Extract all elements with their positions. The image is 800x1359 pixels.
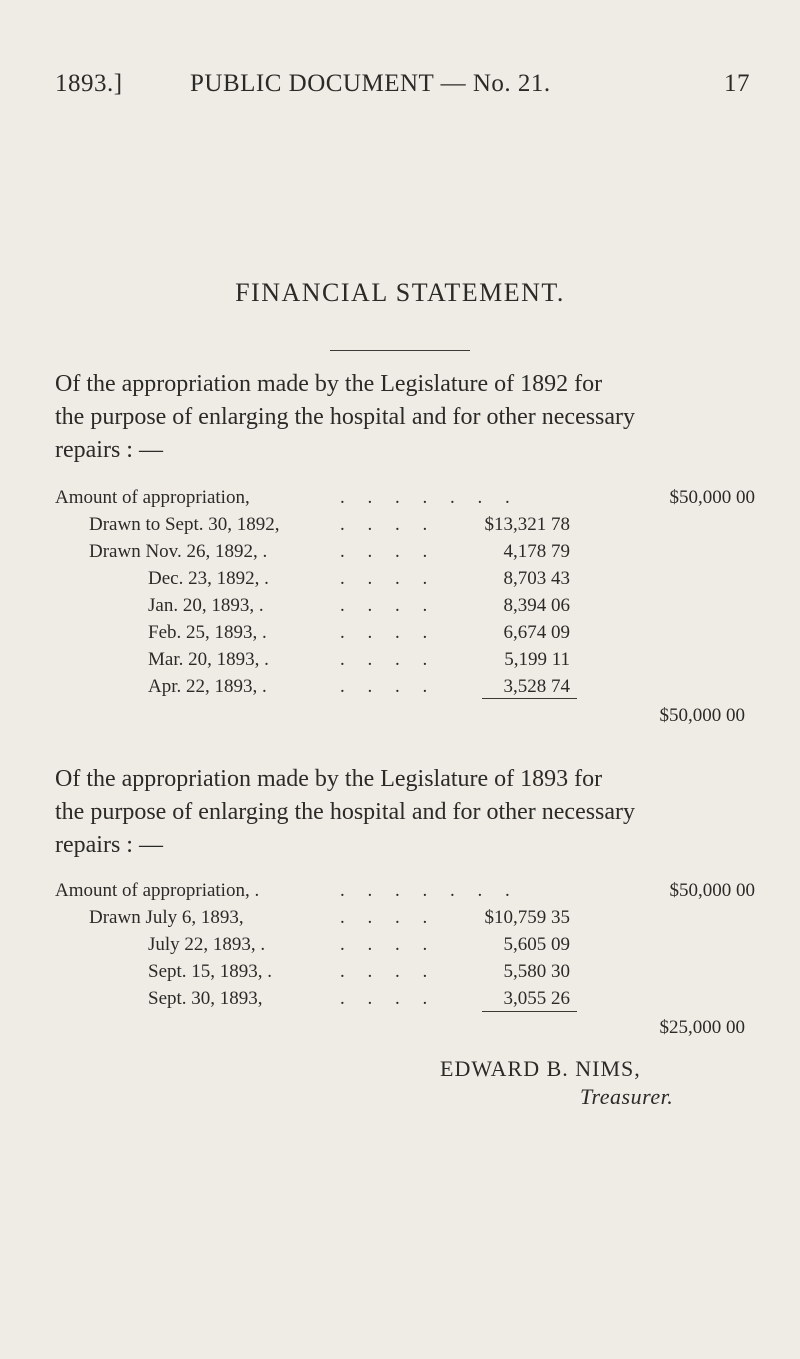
row-amount: 5,580 30 — [503, 961, 570, 982]
section-1-sum: $50,000 00 — [659, 705, 745, 726]
section-2-sum: $25,000 00 — [659, 1017, 745, 1038]
running-head — [55, 70, 750, 110]
row-amount: 3,055 26 — [503, 988, 570, 1009]
section-1-intro — [55, 368, 750, 467]
intro-line: Of the appropriation made by the Legislature of 1892 for — [55, 371, 603, 397]
leader-dots: . . . . — [340, 622, 437, 643]
row-label: Amount of appropriation, . — [55, 880, 260, 901]
leader-dots: . . . . — [340, 514, 437, 535]
section-2-intro — [55, 763, 750, 862]
ledger-row — [55, 541, 755, 568]
ledger-row — [55, 676, 755, 703]
ledger-row — [55, 988, 755, 1015]
ledger-row — [55, 907, 755, 934]
leader-dots: . . . . — [340, 541, 437, 562]
header-page-number: 17 — [724, 70, 750, 97]
row-amount: 6,674 09 — [503, 622, 570, 643]
row-amount: 3,528 74 — [503, 676, 570, 697]
row-total: $50,000 00 — [669, 487, 755, 508]
row-label: Dec. 23, 1892, . — [148, 568, 269, 589]
row-amount: $13,321 78 — [484, 514, 570, 535]
leader-dots: . . . . — [340, 907, 437, 928]
row-label: July 22, 1893, . — [148, 934, 266, 955]
header-year: 1893.] — [55, 70, 123, 97]
page-title: FINANCIAL STATEMENT. — [235, 278, 565, 307]
leader-dots: . . . . — [340, 649, 437, 670]
section-1-sum-rule — [482, 698, 577, 699]
row-amount: 8,703 43 — [503, 568, 570, 589]
ledger-row — [55, 514, 755, 541]
intro-line: repairs : — — [55, 437, 163, 463]
leader-dots: . . . . — [340, 595, 437, 616]
ledger-row — [55, 649, 755, 676]
leader-dots: . . . . — [340, 961, 437, 982]
ledger-row-appropriation — [55, 880, 755, 907]
row-label: Drawn to Sept. 30, 1892, — [89, 514, 280, 535]
ledger-row-appropriation — [55, 487, 755, 514]
leader-dots: . . . . — [340, 676, 437, 697]
ledger-row — [55, 934, 755, 961]
ledger-row — [55, 595, 755, 622]
row-label: Sept. 15, 1893, . — [148, 961, 273, 982]
row-label: Sept. 30, 1893, — [148, 988, 263, 1009]
row-amount: 4,178 79 — [503, 541, 570, 562]
signatory-name: EDWARD B. NIMS, — [440, 1056, 641, 1081]
row-label: Drawn July 6, 1893, — [89, 907, 244, 928]
section-1-ledger — [55, 487, 755, 703]
intro-line: Of the appropriation made by the Legislature of 1893 for — [55, 766, 603, 792]
row-amount: 5,605 09 — [503, 934, 570, 955]
leader-dots: . . . . . . . — [340, 880, 519, 901]
title-divider — [330, 350, 470, 351]
ledger-row — [55, 961, 755, 988]
intro-line: the purpose of enlarging the hospital and for other necessary — [55, 799, 636, 825]
row-amount: $10,759 35 — [484, 907, 570, 928]
header-document: PUBLIC DOCUMENT — No. 21. — [190, 70, 551, 97]
row-amount: 5,199 11 — [504, 649, 570, 670]
intro-line: the purpose of enlarging the hospital and for other necessary — [55, 404, 636, 430]
ledger-row — [55, 622, 755, 649]
intro-line: repairs : — — [55, 832, 163, 858]
ledger-row — [55, 568, 755, 595]
row-label: Jan. 20, 1893, . — [148, 595, 264, 616]
leader-dots: . . . . — [340, 934, 437, 955]
row-total: $50,000 00 — [669, 880, 755, 901]
row-label: Apr. 22, 1893, . — [148, 676, 267, 697]
row-label: Drawn Nov. 26, 1892, . — [89, 541, 268, 562]
row-label: Feb. 25, 1893, . — [148, 622, 267, 643]
row-amount: 8,394 06 — [503, 595, 570, 616]
row-label: Mar. 20, 1893, . — [148, 649, 269, 670]
leader-dots: . . . . . . . — [340, 487, 519, 508]
signatory-title: Treasurer. — [580, 1084, 674, 1109]
section-2-sum-rule — [482, 1011, 577, 1012]
section-2-ledger — [55, 880, 755, 1015]
row-label: Amount of appropriation, — [55, 487, 250, 508]
leader-dots: . . . . — [340, 988, 437, 1009]
leader-dots: . . . . — [340, 568, 437, 589]
